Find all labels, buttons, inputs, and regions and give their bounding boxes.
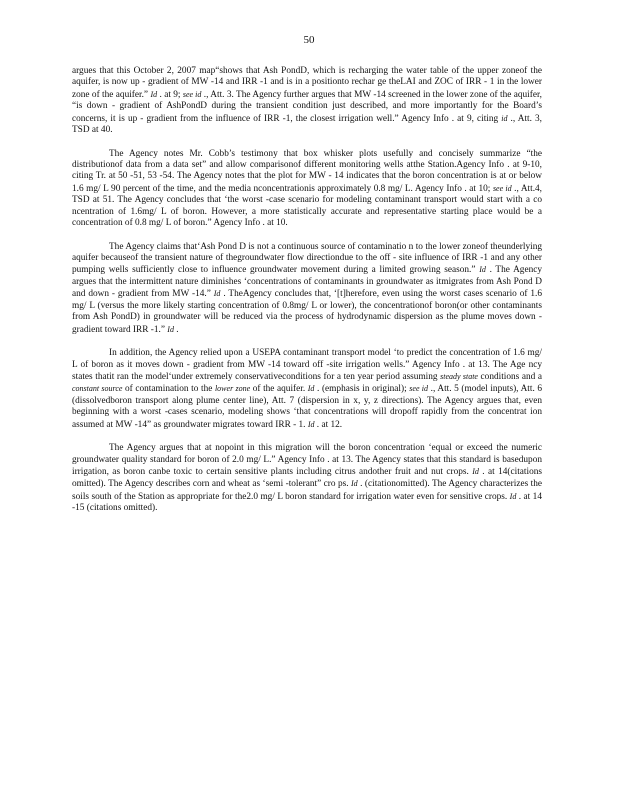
text-run: of contamination to the bbox=[122, 384, 215, 395]
text-run: The Agency argues that at nopoint in this migration will the boron concentration ‘equal or exceed the numeric groundwater quality standard for boron of 2.0 mg/ L.” Agency Info . at 13. The Agency states that this standard is basedupon irrigation, as boron canbe toxic to certain sensitive plants including citrus andother fruit and nut crops. bbox=[72, 443, 542, 477]
text-run: ., Att. 5 (model inputs), Att. 6 (dissolvedboron transport along plume center line), Att. 7 (dispersion in x, y, z directions). The Agency argues that, even beginning with a worst -cases scenario, modeling shows ‘that concentrations will dropoff rapidly from the concentrat ion assumed at MW -14” as groundwater migrates toward IRR - 1. bbox=[72, 384, 543, 430]
text-run: conditions and a bbox=[477, 371, 543, 382]
text-run: ., Att. 3, TSD at 40. bbox=[72, 113, 542, 136]
paragraph bbox=[72, 149, 542, 230]
paragraph bbox=[72, 242, 542, 336]
text-run: . (citationomitted). The Agency characterizes the soils south of the Station as appropriate for the2.0 mg/ L boron standard for irrigation water even for sensitive crops. bbox=[72, 479, 543, 502]
text-run: . (emphasis in original); bbox=[314, 384, 410, 395]
paragraph bbox=[72, 348, 542, 431]
italic-citation: Id bbox=[509, 491, 517, 501]
italic-citation: Id bbox=[150, 89, 158, 99]
italic-citation: lower zone bbox=[214, 384, 251, 394]
italic-citation: Id bbox=[213, 289, 221, 299]
italic-citation: id bbox=[501, 113, 508, 123]
text-run: . at 9; bbox=[157, 89, 183, 100]
text-run: . The Agency argues that the intermittent nature diminishes ‘concentrations of contaminants in groundwater as itmigrates from Ash Pond D and down - gradient from MW -14.” bbox=[72, 265, 542, 300]
italic-citation: Id bbox=[479, 265, 486, 275]
text-run: In addition, the Agency relied upon a USEPA contaminant transport model ‘to predict the concentration of 1.6 mg/ L of boron as it moves down - gradient from MW -14 toward off -site irrigation wells.” Agency Info . at 13. The Age ncy states thatit ran the model‘under extremely conservativeconditions for a ten year period assuming bbox=[72, 348, 542, 382]
text-run: . at 14 -15 (citations omitted). bbox=[72, 491, 542, 514]
text-run: . at 12. bbox=[314, 419, 343, 430]
italic-citation: Id bbox=[307, 419, 315, 429]
text-run: ., Att. 3. The Agency further argues that MW -14 screened in the lower zone of the aquifer, “is down - gradient of AshPondD during the transient condition just described, and more importantly for the Board’s concerns, it is up - gradient from the influence of IRR -1, the closest irrigation well.” Agency Info . at 9, citing bbox=[72, 89, 543, 124]
page-number: 50 bbox=[303, 34, 315, 46]
italic-citation: constant source bbox=[72, 384, 123, 394]
text-run: . TheAgency concludes that, ‘[t]herefore, even using the worst cases scenario of 1.6 mg/ L (versus the more likely starting concentration of 0.8mg/ L or lower), the concentrationof boron(or other contaminants from Ash PondD) in groundwater will be reduced via the process of hydrodynamic dispersion as the plume moves down -gradient toward IRR -1.” bbox=[72, 289, 542, 335]
text-run: . at 14(citations omitted). The Agency describes corn and wheat as ‘semi -tolerant” cro ps. bbox=[72, 466, 542, 490]
paragraph bbox=[72, 443, 542, 514]
text-run: . bbox=[173, 324, 179, 335]
text-run: ., Att.4, TSD at 51. The Agency concludes that ‘the worst -case scenario for modeling contaminant transport would start with a co ncentration of 1.6mg/ L of boron. However, a more statistically accurate and representative starting place would be a concentration of 0.8 mg/ L of boron.” Agency Info . at 10. bbox=[72, 183, 542, 229]
italic-citation: Id bbox=[351, 479, 358, 489]
italic-citation: steady state bbox=[440, 371, 478, 381]
italic-citation: see id bbox=[492, 183, 512, 193]
italic-citation: Id bbox=[307, 384, 315, 394]
italic-citation: Id bbox=[167, 324, 174, 334]
text-run: of the aquifer. bbox=[250, 384, 308, 395]
document-body bbox=[72, 66, 542, 527]
text-run: argues that this October 2, 2007 map“shows that Ash PondD, which is recharging the water table of the upper zoneof the aquifer, is now up - gradient of MW -14 and IRR -1 and is in a positionto rechar ge theLAI and ZOC of IRR - 1 in the lower zone of the aquifer.” bbox=[72, 66, 542, 100]
text-run: The Agency notes Mr. Cobb’s testimony that box whisker plots usefully and concisely summarize “the distributionof data from a data set” and allow comparisonof different monitoring wells atthe Station.Agency Info . at 9-10, citing Tr. at 50 -51, 53 -54. The Agency notes that the plot for MW - 14 indicates that the boron concentration is at or below 1.6 mg/ L 90 percent of the time, and the media nconcentrationis approximately 0.8 mg/ L. Agency Info . at 10; bbox=[72, 148, 542, 194]
italic-citation: Id bbox=[472, 466, 479, 476]
paragraph bbox=[72, 66, 542, 136]
italic-citation: see id bbox=[182, 89, 202, 99]
italic-citation: see id bbox=[409, 384, 429, 394]
text-run: The Agency claims that‘Ash Pond D is not a continuous source of contaminatio n to the lower zoneof theunderlying aquifer becauseof the transient nature of thegroundwater flow directiondue to the off - site influence of IRR -1 and any other pumping wells sufficiently close to influence groundwater movement during a limited growing season.” bbox=[72, 241, 542, 276]
